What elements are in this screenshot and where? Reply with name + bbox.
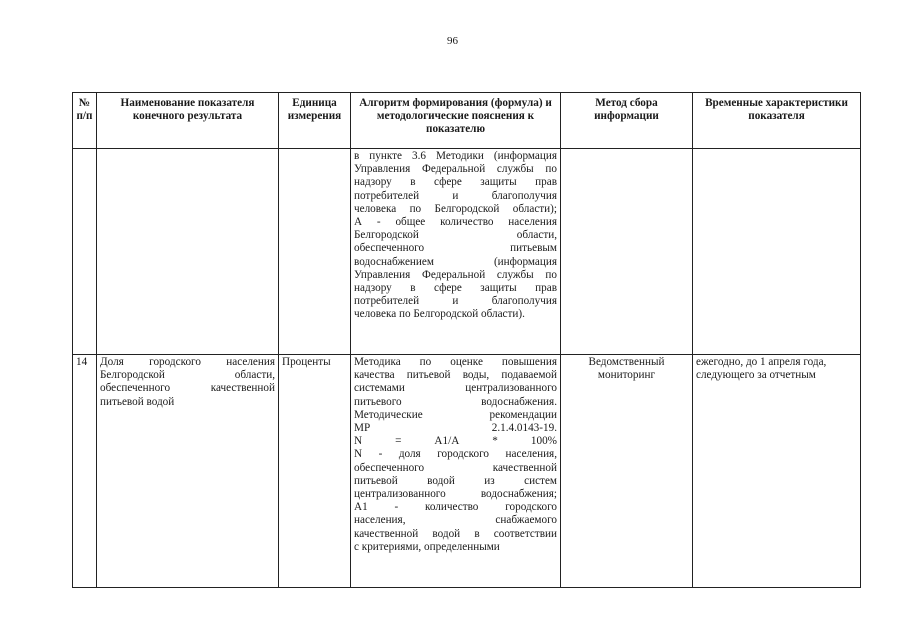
algorithm-line: потребителей и благополучия: [354, 189, 557, 202]
cell-num-empty: [73, 149, 97, 355]
cell-name-empty: [97, 149, 279, 355]
cell-timing-empty: [693, 149, 861, 355]
algorithm-line: надзору в сфере защиты прав: [354, 282, 557, 295]
algorithm-line: населения, снабжаемого: [354, 514, 557, 527]
algorithm-line: А - общее количество населения: [354, 216, 557, 229]
algorithm-line: питьевой водой из систем: [354, 474, 557, 487]
algorithm-text: [354, 356, 557, 554]
algorithm-line: Методические рекомендации: [354, 408, 557, 421]
algorithm-line: А1 - количество городского: [354, 501, 557, 514]
header-name: Наименование показателя конечного результата: [97, 93, 279, 149]
algorithm-line: системами централизованного: [354, 382, 557, 395]
indicator-table: [72, 92, 861, 588]
cell-method: Ведомственный мониторинг: [561, 355, 693, 588]
cell-unit-empty: [279, 149, 351, 355]
page-number: 96: [447, 35, 458, 47]
algorithm-line: питьевого водоснабжения.: [354, 395, 557, 408]
algorithm-line: надзору в сфере защиты прав: [354, 176, 557, 189]
algorithm-line: Управления Федеральной службы по: [354, 163, 557, 176]
cell-unit: Проценты: [279, 355, 351, 588]
algorithm-line: потребителей и благополучия: [354, 295, 557, 308]
algorithm-line: N - доля городского населения,: [354, 448, 557, 461]
algorithm-line: Белгородской области,: [354, 229, 557, 242]
algorithm-line: Управления Федеральной службы по: [354, 268, 557, 281]
algorithm-line: качества питьевой воды, подаваемой: [354, 369, 557, 382]
algorithm-line: человека по Белгородской области).: [354, 308, 525, 321]
header-timing: Временные характеристики показателя: [693, 93, 861, 149]
algorithm-line: Методика по оценке повышения: [354, 356, 557, 368]
table-row-continuation: [73, 149, 861, 355]
cell-indicator-name: Доля городского населения Белгородской области, обеспеченного качественной питьевой водой: [97, 355, 279, 588]
algorithm-line: обеспеченного качественной: [354, 461, 557, 474]
algorithm-line: МР 2.1.4.0143-19.: [354, 422, 557, 435]
algorithm-line: водоснабжением (информация: [354, 255, 557, 268]
cell-method-empty: [561, 149, 693, 355]
algorithm-line: качественной водой в соответствии: [354, 527, 557, 540]
table-header-row: [73, 93, 861, 149]
header-algorithm: Алгоритм формирования (формула) и методологические пояснения к показателю: [351, 93, 561, 149]
algorithm-line: обеспеченного питьевым: [354, 242, 557, 255]
header-unit: Единица измерения: [279, 93, 351, 149]
cell-timing: ежегодно, до 1 апреля года, следующего за отчетным: [693, 355, 861, 588]
cell-algorithm-continuation: [351, 149, 561, 355]
algorithm-line: N = А1/А * 100%: [354, 435, 557, 448]
algorithm-text: [354, 150, 557, 322]
algorithm-line: в пункте 3.6 Методики (информация: [354, 150, 557, 162]
algorithm-line: с критериями, определенными: [354, 540, 500, 553]
algorithm-line: человека по Белгородской области);: [354, 202, 557, 215]
header-num: № п/п: [73, 93, 97, 149]
algorithm-line: централизованного водоснабжения;: [354, 488, 557, 501]
cell-algorithm: [351, 355, 561, 588]
table-row-14: [73, 355, 861, 588]
cell-num: 14: [73, 355, 97, 588]
header-method: Метод сбора информации: [561, 93, 693, 149]
